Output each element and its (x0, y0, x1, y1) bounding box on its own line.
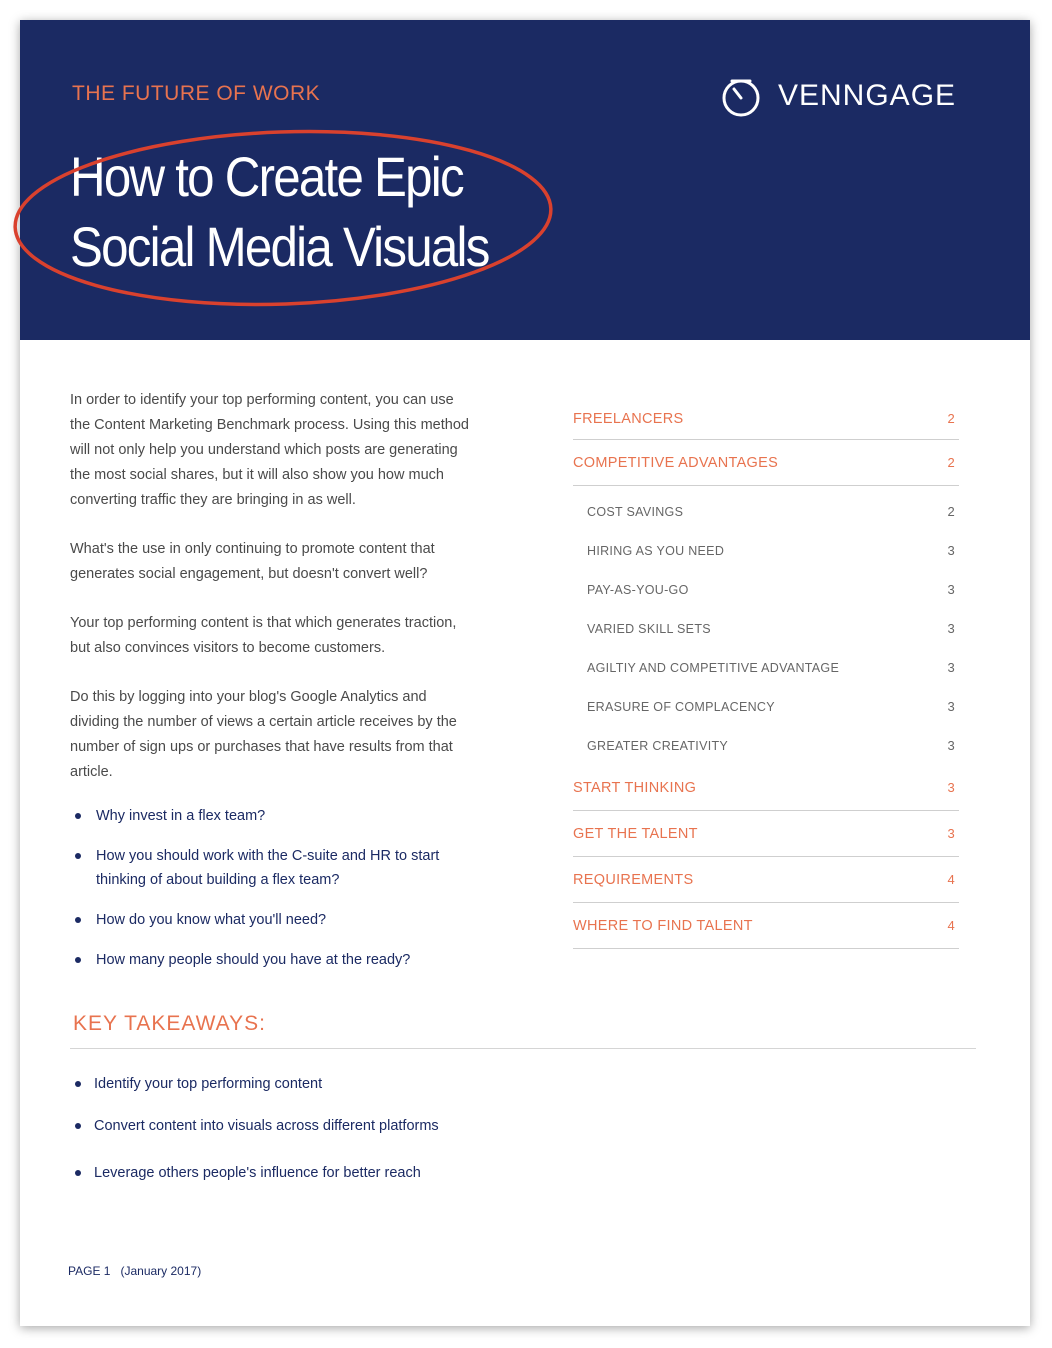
red-circle-annotation (5, 115, 565, 325)
toc-page-number: 3 (947, 780, 955, 795)
toc-item-where-to-find-talent[interactable] (573, 903, 959, 949)
toc-item-competitive-advantages[interactable] (573, 440, 959, 486)
title-line-1: How to Create Epic (70, 145, 463, 208)
toc-page-number: 2 (947, 455, 955, 470)
divider (70, 1048, 976, 1049)
toc-item-requirements[interactable] (573, 857, 959, 903)
toc-subitem[interactable] (573, 609, 959, 648)
toc-label: FREELANCERS (573, 410, 684, 427)
toc-page-number: 3 (947, 621, 955, 636)
toc-page-number: 4 (947, 918, 955, 933)
list-item: Convert content into visuals across different platforms (70, 1114, 439, 1138)
kicker-text: THE FUTURE OF WORK (72, 82, 321, 105)
header-banner (20, 20, 1030, 340)
footer-date: (January 2017) (120, 1264, 202, 1278)
toc-page-number: 3 (947, 543, 955, 558)
intro-text (70, 388, 470, 809)
list-item: Identify your top performing content (70, 1072, 439, 1096)
toc-page-number: 4 (947, 872, 955, 887)
toc-label: HIRING AS YOU NEED (587, 543, 725, 558)
document-page (20, 20, 1030, 1326)
key-takeaways-list (70, 1072, 439, 1185)
toc-subsection-list (573, 486, 959, 765)
toc-page-number: 3 (947, 738, 955, 753)
toc-page-number: 2 (947, 411, 955, 426)
toc-item-start-thinking[interactable] (573, 765, 959, 811)
page-footer (68, 1264, 201, 1278)
toc-item-get-the-talent[interactable] (573, 811, 959, 857)
list-item: Leverage others people's influence for better reach (70, 1161, 439, 1185)
brand-name: VENNGAGE (778, 79, 957, 112)
key-takeaways-heading: KEY TAKEAWAYS: (73, 1012, 266, 1035)
toc-subitem[interactable] (573, 531, 959, 570)
list-item: Why invest in a flex team? (70, 804, 470, 828)
intro-paragraph: In order to identify your top performing content, you can use the Content Marketing Benchmark process. Using this method will not only help you understand which posts are generating the most social shares, but it will also show you how much converting traffic they are bringing in as well. (70, 392, 469, 508)
toc-subitem[interactable] (573, 570, 959, 609)
intro-paragraph: What's the use in only continuing to promote content that generates social engagement, but doesn't convert well? (70, 541, 435, 582)
toc-page-number: 3 (947, 826, 955, 841)
toc-label: COMPETITIVE ADVANTAGES (573, 454, 779, 471)
question-list (70, 804, 470, 988)
table-of-contents (573, 398, 959, 949)
brand-logo (720, 75, 956, 117)
stopwatch-icon (720, 75, 762, 117)
toc-label: WHERE TO FIND TALENT (573, 917, 753, 934)
toc-item-freelancers[interactable] (573, 398, 959, 440)
page-number: PAGE 1 (68, 1264, 111, 1278)
toc-subitem[interactable] (573, 726, 959, 765)
toc-label: START THINKING (573, 779, 697, 796)
toc-label: GREATER CREATIVITY (587, 738, 729, 753)
list-item: How do you know what you'll need? (70, 908, 470, 932)
intro-paragraph: Your top performing content is that which generates traction, but also convinces visitors to become customers. (70, 615, 457, 656)
toc-label: GET THE TALENT (573, 825, 698, 842)
toc-subitem[interactable] (573, 687, 959, 726)
toc-label: ERASURE OF COMPLACENCY (587, 699, 775, 714)
toc-subitem[interactable] (573, 648, 959, 687)
toc-label: VARIED SKILL SETS (587, 621, 711, 636)
toc-subitem[interactable] (573, 492, 959, 531)
toc-page-number: 2 (947, 504, 955, 519)
title-line-2: Social Media Visuals (70, 215, 489, 278)
list-item: How you should work with the C-suite and HR to start thinking of about building a flex team? (70, 844, 470, 892)
toc-page-number: 3 (947, 699, 955, 714)
toc-label: AGILTIY AND COMPETITIVE ADVANTAGE (587, 660, 840, 675)
toc-page-number: 3 (947, 660, 955, 675)
list-item: How many people should you have at the ready? (70, 948, 470, 972)
toc-page-number: 3 (947, 582, 955, 597)
toc-label: PAY-AS-YOU-GO (587, 582, 689, 597)
toc-label: COST SAVINGS (587, 504, 684, 519)
intro-paragraph: Do this by logging into your blog's Google Analytics and dividing the number of views a certain article receives by the number of sign ups or purchases that have results from that article. (70, 689, 457, 780)
toc-label: REQUIREMENTS (573, 871, 694, 888)
